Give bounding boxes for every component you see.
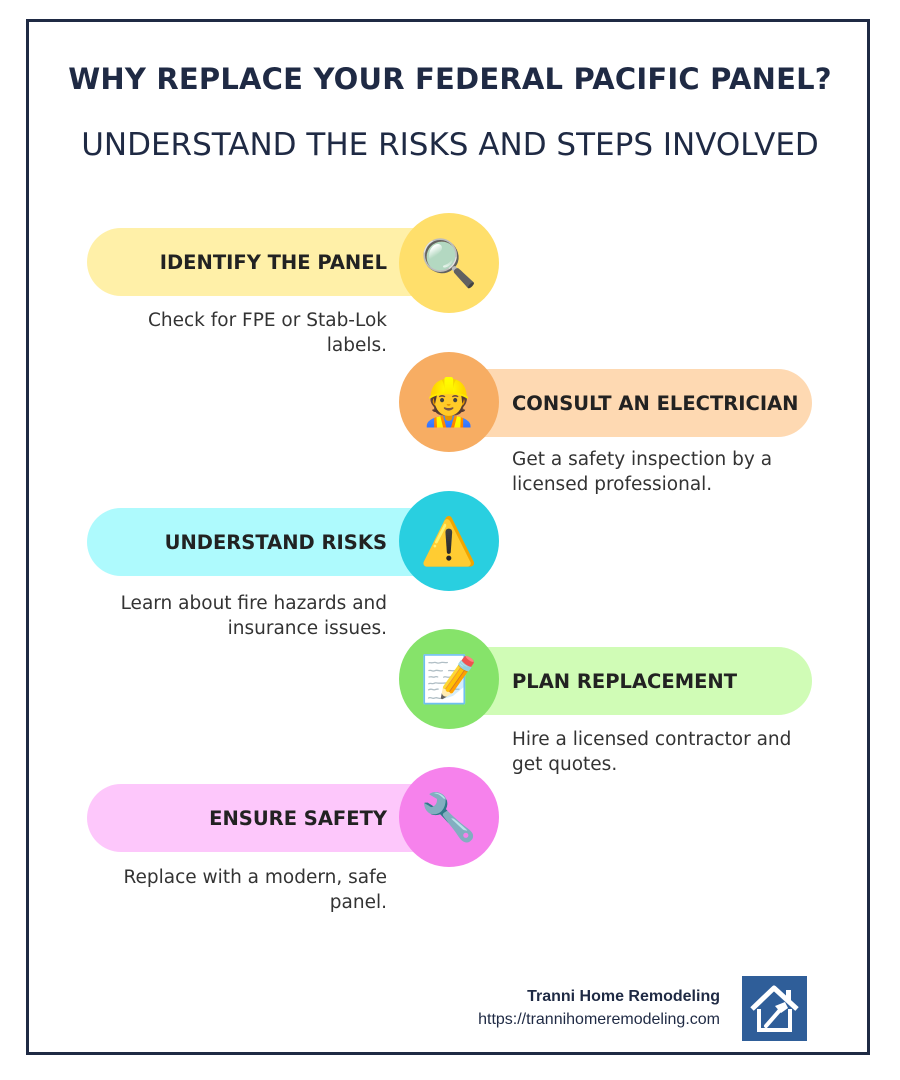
step-label: CONSULT AN ELECTRICIAN xyxy=(512,391,799,415)
memo-pencil-icon: 📝 xyxy=(399,629,499,729)
construction-worker-icon: 👷 xyxy=(399,352,499,452)
step-risks-pill xyxy=(87,508,447,576)
brand-block xyxy=(478,986,720,1032)
step-identify-pill xyxy=(87,228,447,296)
house-hammer-logo-icon xyxy=(742,976,807,1041)
step-plan-pill xyxy=(450,647,812,715)
step-label: PLAN REPLACEMENT xyxy=(512,669,738,693)
step-safety-pill xyxy=(87,784,447,852)
company-name: Tranni Home Remodeling xyxy=(527,988,720,1005)
warning-icon: ⚠️ xyxy=(399,491,499,591)
step-description: Hire a licensed contractor and get quotes. xyxy=(512,729,792,775)
step-consult-pill xyxy=(450,369,812,437)
wrench-icon: 🔧 xyxy=(399,767,499,867)
step-label: UNDERSTAND RISKS xyxy=(164,530,387,554)
magnifying-glass-icon: 🔍 xyxy=(399,213,499,313)
step-label: ENSURE SAFETY xyxy=(209,806,387,830)
step-description: Learn about fire hazards and insurance issues. xyxy=(120,593,387,639)
step-description: Get a safety inspection by a licensed professional. xyxy=(512,449,773,495)
page-title: WHY REPLACE YOUR FEDERAL PACIFIC PANEL? xyxy=(68,62,832,96)
company-url[interactable]: https://trannihomeremodeling.com xyxy=(478,1011,720,1028)
step-description: Replace with a modern, safe panel. xyxy=(123,867,387,913)
step-description: Check for FPE or Stab-Lok labels. xyxy=(147,310,387,356)
step-label: IDENTIFY THE PANEL xyxy=(159,250,387,274)
page-subtitle: UNDERSTAND THE RISKS AND STEPS INVOLVED xyxy=(81,127,819,163)
